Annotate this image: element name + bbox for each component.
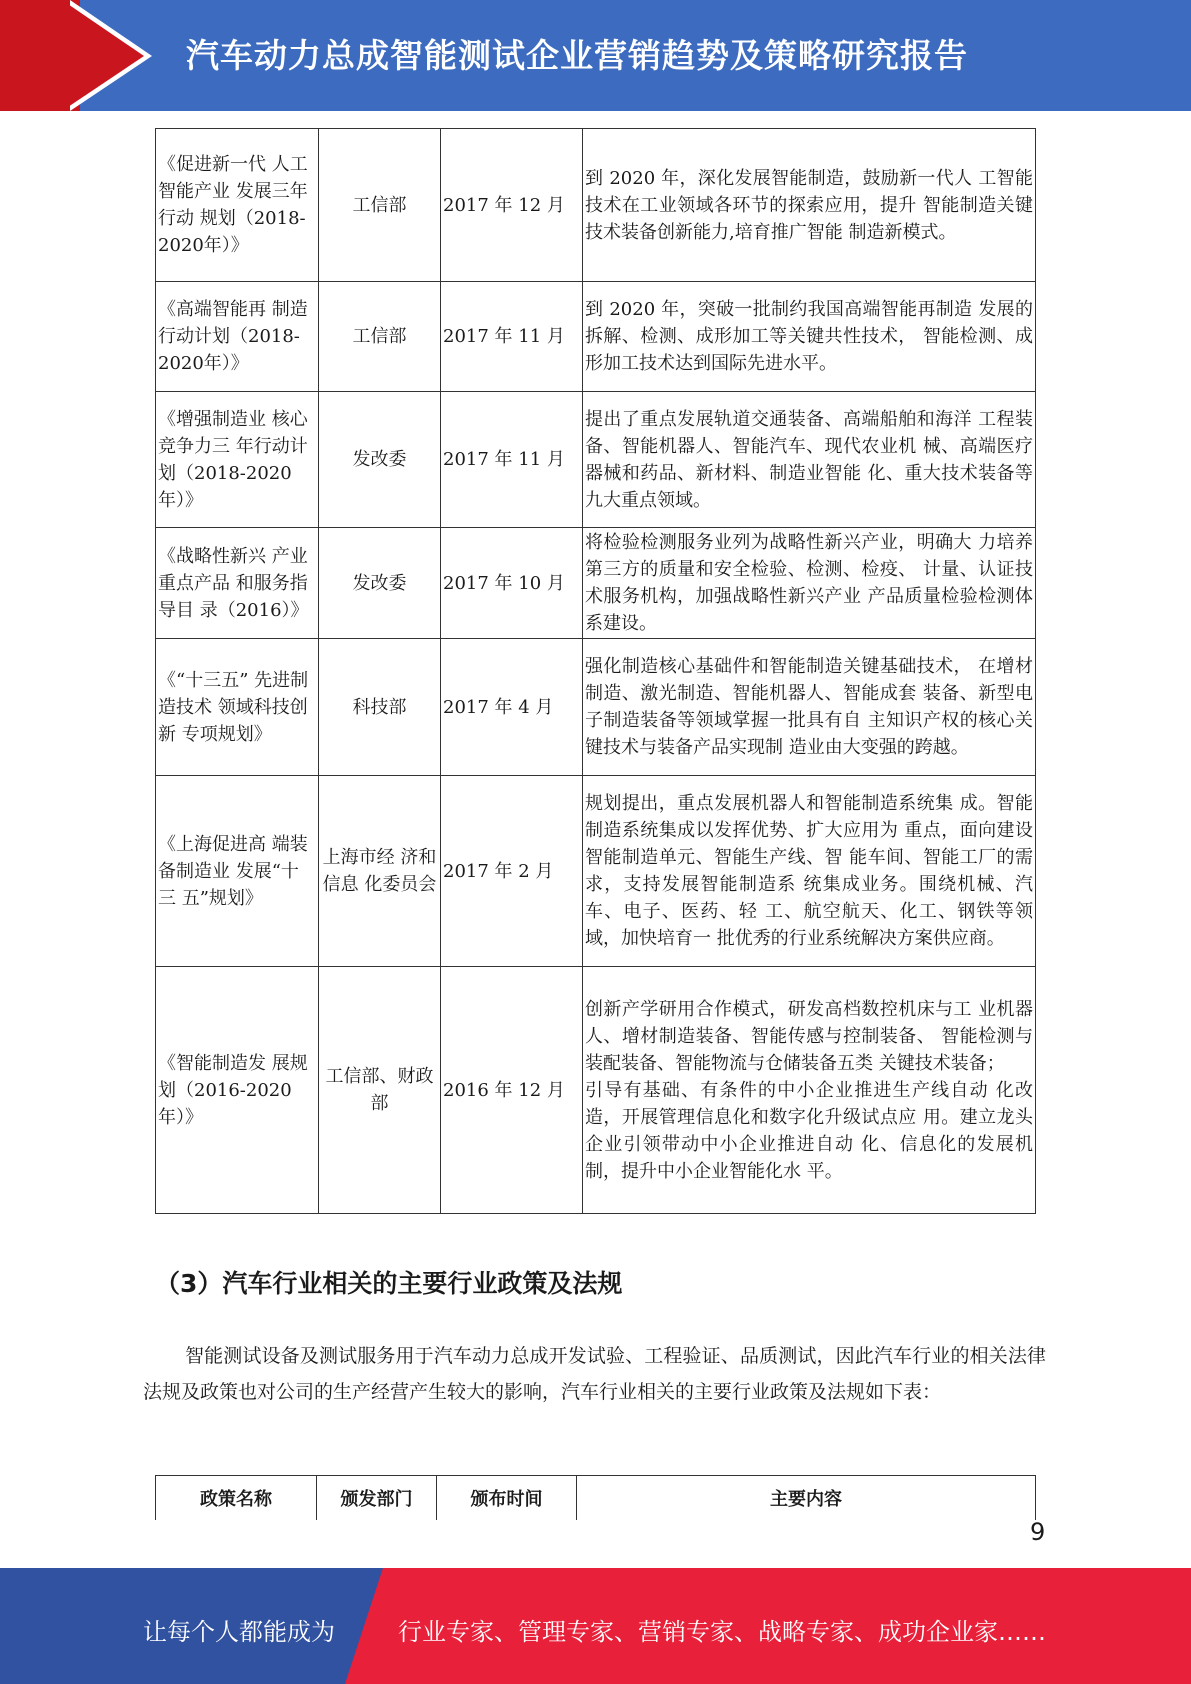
- policy-name-cell: 《智能制造发 展规划（2016-2020年）》: [156, 967, 319, 1214]
- footer-slogan-left: 让每个人都能成为: [143, 1618, 335, 1646]
- issue-date-cell: 2017 年 12 月: [441, 129, 583, 282]
- issuing-dept-cell: 工信部: [319, 129, 441, 282]
- page-number: 9: [1030, 1518, 1046, 1546]
- policy-name-cell: 《促进新一代 人工智能产业 发展三年行动 规划（2018-2020年）》: [156, 129, 319, 282]
- main-content-cell: 规划提出，重点发展机器人和智能制造系统集 成。智能制造系统集成以发挥优势、扩大应用为 重点，面向建设智能制造单元、智能生产线、智 能车间、智能工厂的需求，支持发展智能制造系 统集成业务。围绕机械、汽车、电子、医药、轻 工、航空航天、化工、钢铁等领域，加快培育一 批优秀的行业系统解决方案供应商。: [583, 776, 1036, 967]
- policy-name-cell: 《上海促进高 端装备制造业 发展“十三 五”规划》: [156, 776, 319, 967]
- auto-policy-table-header: [155, 1475, 1036, 1520]
- main-content-cell: 将检验检测服务业列为战略性新兴产业，明确大 力培养第三方的质量和安全检验、检测、检疫、 计量、认证技术服务机构，加强战略性新兴产业 产品质量检验检测体系建设。: [583, 528, 1036, 639]
- header-chevron-arrow: [62, 0, 144, 111]
- issuing-dept-cell: 发改委: [319, 392, 441, 528]
- policy-name-cell: 《战略性新兴 产业重点产品 和服务指导目 录（2016）》: [156, 528, 319, 639]
- main-content-cell: 创新产学研用合作模式，研发高档数控机床与工 业机器人、增材制造装备、智能传感与控制装备、 智能检测与装配装备、智能物流与仓储装备五类 关键技术装备； 引导有基础、有条件的中小企业推进生产线自动 化改造，开展管理信息化和数字化升级试点应 用。建立龙头企业引领带动中小企业推进自动 化、信息化的发展机制，提升中小企业智能化水 平。: [583, 967, 1036, 1214]
- page-header: [0, 0, 1191, 111]
- col-header-issue-date: 颁布时间: [437, 1476, 577, 1521]
- main-content-cell: 提出了重点发展轨道交通装备、高端船舶和海洋 工程装备、智能机器人、智能汽车、现代农业机 械、高端医疗器械和药品、新材料、制造业智能 化、重大技术装备等九大重点领域。: [583, 392, 1036, 528]
- policy-name-cell: 《“十三五” 先进制造技术 领域科技创新 专项规划》: [156, 639, 319, 776]
- table-row: [156, 392, 1036, 528]
- main-content-cell: 到 2020 年，深化发展智能制造，鼓励新一代人 工智能技术在工业领域各环节的探索应用，提升 智能制造关键技术装备创新能力,培育推广智能 制造新模式。: [583, 129, 1036, 282]
- issuing-dept-cell: 工信部: [319, 282, 441, 392]
- col-header-main-content: 主要内容: [577, 1476, 1036, 1521]
- issuing-dept-cell: 上海市经 济和信息 化委员会: [319, 776, 441, 967]
- table-row: [156, 282, 1036, 392]
- table-row: [156, 776, 1036, 967]
- footer-slogan-right: 行业专家、管理专家、营销专家、战略专家、成功企业家……: [398, 1618, 1046, 1646]
- col-header-policy-name: 政策名称: [156, 1476, 317, 1521]
- table-row: [156, 528, 1036, 639]
- issuing-dept-cell: 发改委: [319, 528, 441, 639]
- page-footer: [0, 1568, 1191, 1684]
- issue-date-cell: 2017 年 4 月: [441, 639, 583, 776]
- main-content-cell: 强化制造核心基础件和智能制造关键基础技术， 在增材制造、激光制造、智能机器人、智能成套 装备、新型电子制造装备等领域掌握一批具有自 主知识产权的核心关键技术与装备产品实现制 造业由大变强的跨越。: [583, 639, 1036, 776]
- section-paragraph: 智能测试设备及测试服务用于汽车动力总成开发试验、工程验证、品质测试，因此汽车行业的相关法律法规及政策也对公司的生产经营产生较大的影响，汽车行业相关的主要行业政策及法规如下表：: [143, 1345, 1046, 1403]
- policy-table: [155, 128, 1036, 1214]
- report-title: 汽车动力总成智能测试企业营销趋势及策略研究报告: [186, 36, 968, 75]
- policy-name-cell: 《高端智能再 制造行动计划（2018-2020年）》: [156, 282, 319, 392]
- table-row: [156, 967, 1036, 1214]
- issue-date-cell: 2017 年 10 月: [441, 528, 583, 639]
- table-row: [156, 129, 1036, 282]
- issue-date-cell: 2016 年 12 月: [441, 967, 583, 1214]
- issuing-dept-cell: 工信部、财政部: [319, 967, 441, 1214]
- issue-date-cell: 2017 年 2 月: [441, 776, 583, 967]
- issue-date-cell: 2017 年 11 月: [441, 282, 583, 392]
- table-header-row: [156, 1476, 1036, 1521]
- table-row: [156, 639, 1036, 776]
- col-header-issuing-dept: 颁发部门: [317, 1476, 437, 1521]
- policy-name-cell: 《增强制造业 核心竞争力三 年行动计划（2018-2020年）》: [156, 392, 319, 528]
- issuing-dept-cell: 科技部: [319, 639, 441, 776]
- main-content-cell: 到 2020 年，突破一批制约我国高端智能再制造 发展的拆解、检测、成形加工等关键共性技术， 智能检测、成形加工技术达到国际先进水平。: [583, 282, 1036, 392]
- section-heading: （3）汽车行业相关的主要行业政策及法规: [155, 1269, 623, 1298]
- issue-date-cell: 2017 年 11 月: [441, 392, 583, 528]
